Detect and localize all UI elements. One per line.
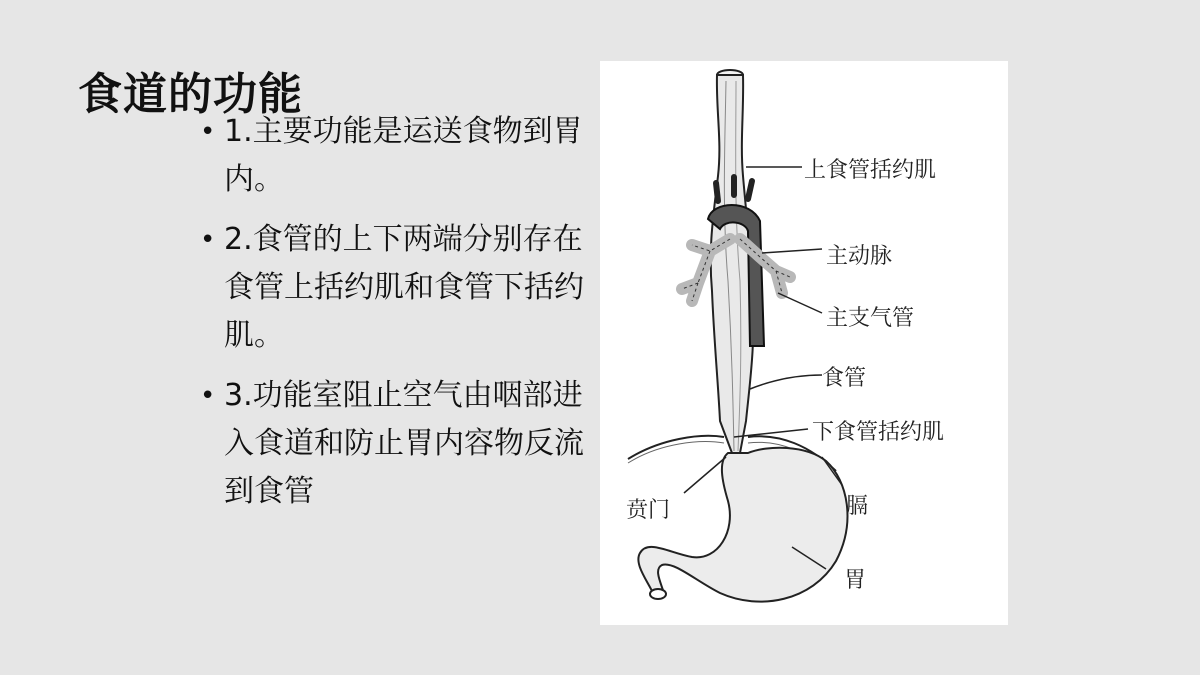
bullet-text: 2.食管的上下两端分别存在食管上括约肌和食管下括约肌。 <box>224 222 584 353</box>
bullet-dot-icon: • <box>200 225 216 255</box>
bullet-text: 3.功能室阻止空气由咽部进入食道和防止胃内容物反流到食管 <box>224 378 584 509</box>
bullet-list <box>200 108 595 528</box>
bullet-item <box>200 108 595 204</box>
bullet-dot-icon: • <box>200 381 216 411</box>
leader-cardia <box>684 457 726 493</box>
bullet-item <box>200 372 595 516</box>
label-diaphragm: 膈 <box>846 494 869 519</box>
slide-title: 食道的功能 <box>78 69 303 120</box>
label-lower-sphincter: 下食管括约肌 <box>812 420 945 445</box>
leader-aorta <box>762 249 822 253</box>
label-stomach: 胃 <box>844 568 867 593</box>
stomach <box>638 448 847 602</box>
label-aorta: 主动脉 <box>826 244 893 269</box>
bullet-text: 1.主要功能是运送食物到胃内。 <box>224 114 583 197</box>
leader-esophagus <box>750 375 822 389</box>
bullet-dot-icon: • <box>200 117 216 147</box>
bullet-item <box>200 216 595 360</box>
label-cardia: 贲门 <box>626 498 671 523</box>
label-esophagus: 食管 <box>822 366 867 391</box>
esophagus-diagram <box>600 61 1008 625</box>
esophagus-tube <box>711 75 754 453</box>
label-bronchus: 主支气管 <box>826 306 915 331</box>
leader-bronchus <box>778 293 822 313</box>
label-upper-sphincter: 上食管括约肌 <box>804 158 937 183</box>
anatomy-drawing <box>600 61 1008 625</box>
